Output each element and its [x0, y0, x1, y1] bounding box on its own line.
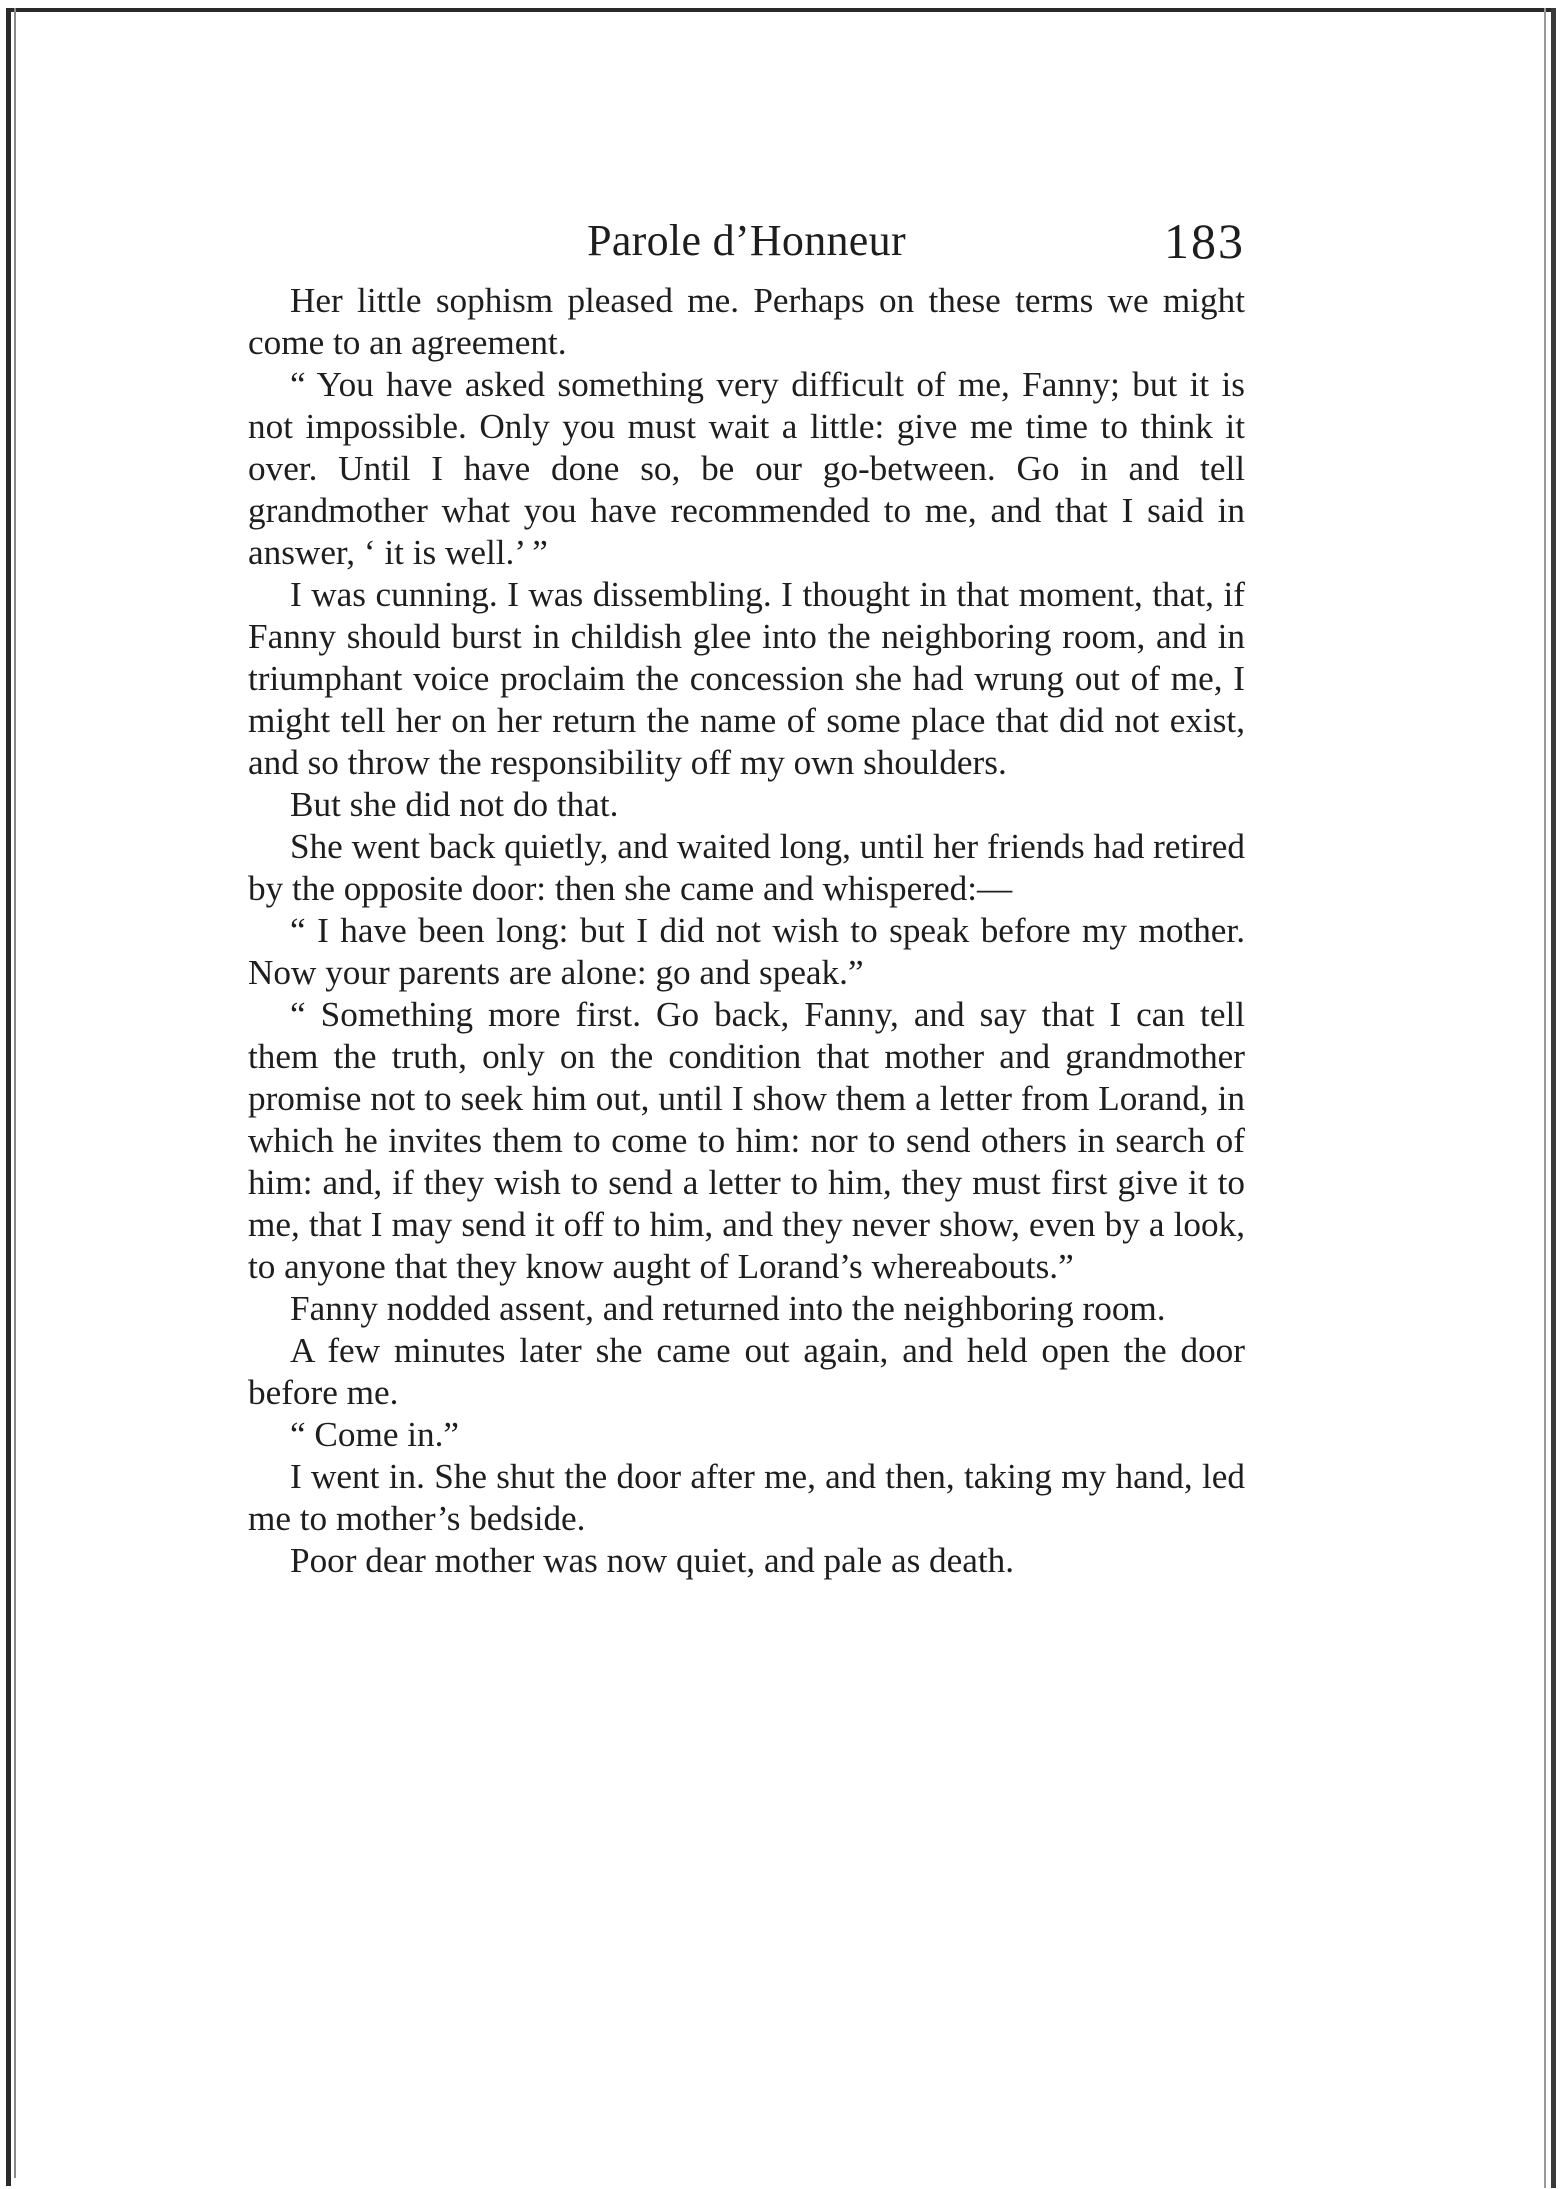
paragraph: “ Come in.” [290, 1415, 460, 1454]
paragraph: “ Something more first. Go back, Fanny, and say that I can tell them the truth, only on the condition that mother and grandmother promise not to seek him out, until I show them a letter from Lorand, in which he invites them to come to him: nor to send others in search of him: and, if they wish to send a letter to him, they must first give it to me, that I may send it off to him, and they never show, even by a look, to anyone that they know aught of Lorand’s whereabouts.” [248, 995, 1245, 1286]
running-head [248, 210, 1245, 280]
paragraph: But she did not do that. [290, 785, 619, 824]
scan-border-left [6, 8, 11, 2186]
paragraph: “ You have asked something very difficult of me, Fanny; but it is not impossible. Only you must wait a little: give me time to think it over. Until I have done so, be our go-between. Go in and tell grandmother what you have recommended to me, and that I said in answer, ‘ it is well.’ ” [248, 365, 1245, 572]
paragraph: I was cunning. I was dissembling. I thought in that moment, that, if Fanny should burst in childish glee into the neighboring room, and in triumphant voice proclaim the concession she had wrung out of me, I might tell her on her return the name of some place that did not exist, and so throw the responsibility off my own shoulders. [248, 575, 1245, 782]
running-title: Parole d’Honneur [587, 216, 906, 265]
paragraph: “ I have been long: but I did not wish to speak before my mother. Now your parents are alone: go and speak.” [248, 911, 1245, 992]
paragraph: Fanny nodded assent, and returned into the neighboring room. [290, 1289, 1166, 1328]
scan-border-right-inner [1544, 8, 1546, 2188]
body-text [248, 280, 1245, 1582]
paragraph: She went back quietly, and waited long, until her friends had retired by the opposite door: then she came and whispered:— [248, 827, 1245, 908]
paragraph: A few minutes later she came out again, and held open the door before me. [248, 1331, 1245, 1412]
paragraph: I went in. She shut the door after me, and then, taking my hand, led me to mother’s bedside. [248, 1457, 1245, 1538]
page-number: 183 [1164, 213, 1245, 269]
paragraph: Her little sophism pleased me. Perhaps on these terms we might come to an agreement. [248, 281, 1245, 362]
book-page [248, 210, 1245, 1582]
scan-border-top [8, 8, 1553, 12]
scan-border-left-inner [14, 8, 16, 2178]
paragraph: Poor dear mother was now quiet, and pale as death. [290, 1541, 1015, 1580]
scan-border-right [1551, 8, 1556, 2188]
